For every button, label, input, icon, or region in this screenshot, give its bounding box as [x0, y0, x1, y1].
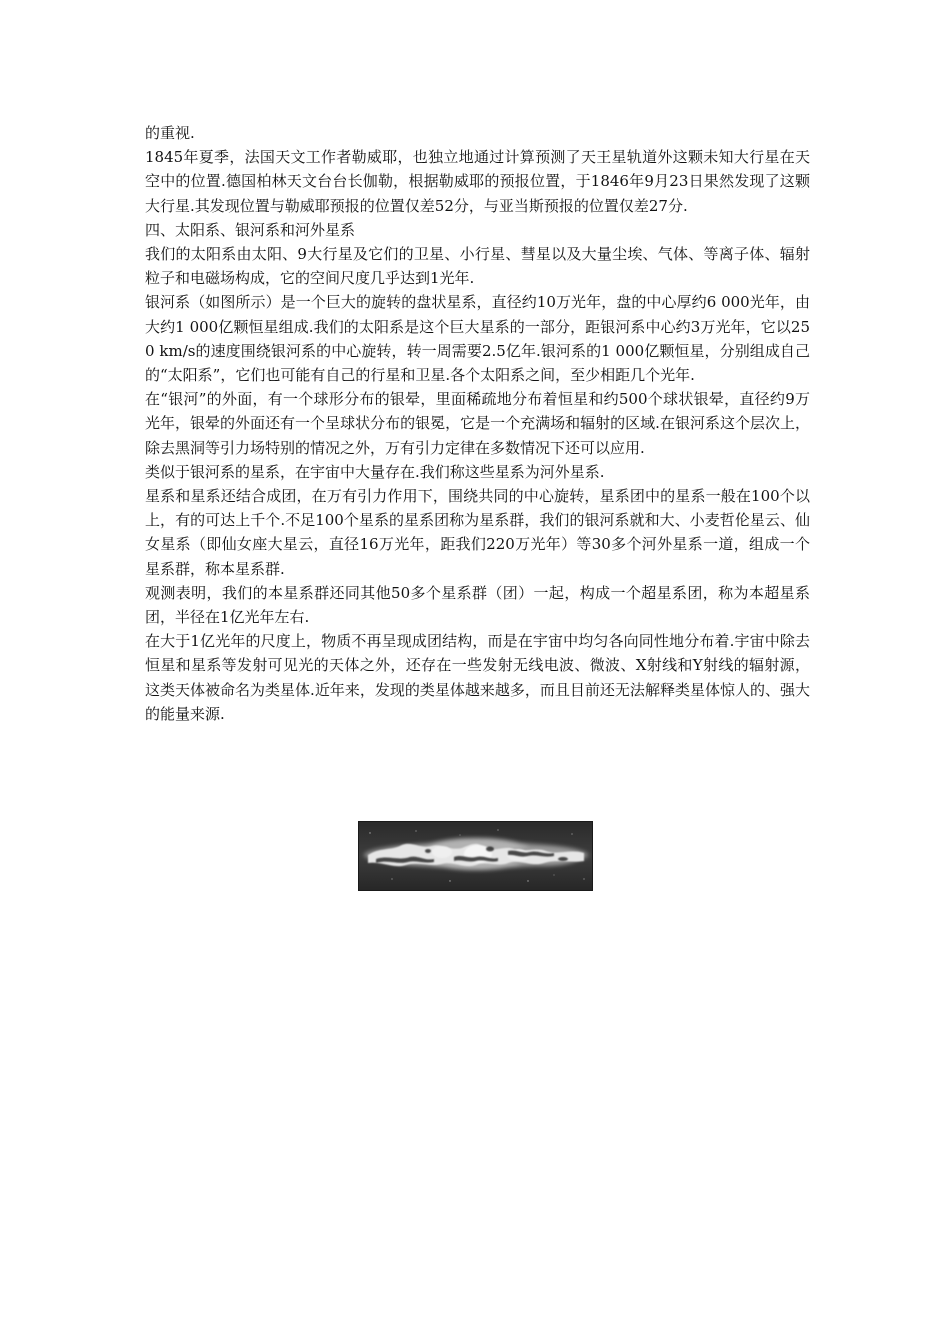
paragraph: 星系和星系还结合成团，在万有引力作用下，围绕共同的中心旋转，星系团中的星系一般在100个以上，有的可达上千个.不足100个星系的星系团称为星系群，我们的银河系就和大、小麦哲伦星云、仙女星系（即仙女座大星云，直径16万光年，距我们220万光年）等30多个河外星系一道，组成一个星系群，称本星系群.	[145, 487, 810, 578]
paragraph: 在大于1亿光年的尺度上，物质不再呈现成团结构，而是在宇宙中均匀各向同性地分布着.宇宙中除去恒星和星系等发射可见光的天体之外，还存在一些发射无线电波、微波、X射线和Y射线的辐射源，这类天体被命名为类星体.近年来，发现的类星体越来越多，而且目前还无法解释类星体惊人的、强大的能量来源.	[145, 632, 810, 723]
milky-way-figure	[358, 821, 593, 891]
paragraph: 观测表明，我们的本星系群还同其他50多个星系群（团）一起，构成一个超星系团，称为本超星系团，半径在1亿光年左右.	[145, 583, 810, 627]
section-heading: 四、太阳系、银河系和河外星系	[145, 220, 356, 239]
paragraph: 银河系（如图所示）是一个巨大的旋转的盘状星系，直径约10万光年，盘的中心厚约6 000光年，由大约1 000亿颗恒星组成.我们的太阳系是这个巨大星系的一部分，距银河系中心约3万光年，它以250 km/s的速度围绕银河系的中心旋转，转一周需要2.5亿年.银河系的1 000亿颗恒星，分别组成自己的“太阳系”，它们也可能有自己的行星和卫星.各个太阳系之间，至少相距几个光年.	[145, 293, 810, 385]
paragraph: 1845年夏季，法国天文工作者勒威耶，也独立地通过计算预测了天王星轨道外这颗未知大行星在天空中的位置.德国柏林天文台台长伽勒，根据勒威耶的预报位置，于1846年9月23日果然发现了这颗大行星.其发现位置与勒威耶预报的位置仅差52分，与亚当斯预报的位置仅差27分.	[145, 148, 810, 215]
paragraph: 在“银河”的外面，有一个球形分布的银晕，里面稀疏地分布着恒星和约500个球状银晕，直径约9万光年，银晕的外面还有一个呈球状分布的银冕，它是一个充满场和辐射的区域.在银河系这个层次上，除去黑洞等引力场特别的情况之外，万有引力定律在多数情况下还可以应用.	[145, 390, 810, 457]
paragraph: 我们的太阳系由太阳、9大行星及它们的卫星、小行星、彗星以及大量尘埃、气体、等离子体、辐射粒子和电磁场构成，它的空间尺度几乎达到1光年.	[145, 245, 810, 288]
document-body	[145, 121, 810, 726]
paragraph: 类似于银河系的星系，在宇宙中大量存在.我们称这些星系为河外星系.	[145, 462, 605, 481]
paragraph: 的重视.	[145, 124, 195, 142]
milky-way-photo	[358, 821, 593, 891]
